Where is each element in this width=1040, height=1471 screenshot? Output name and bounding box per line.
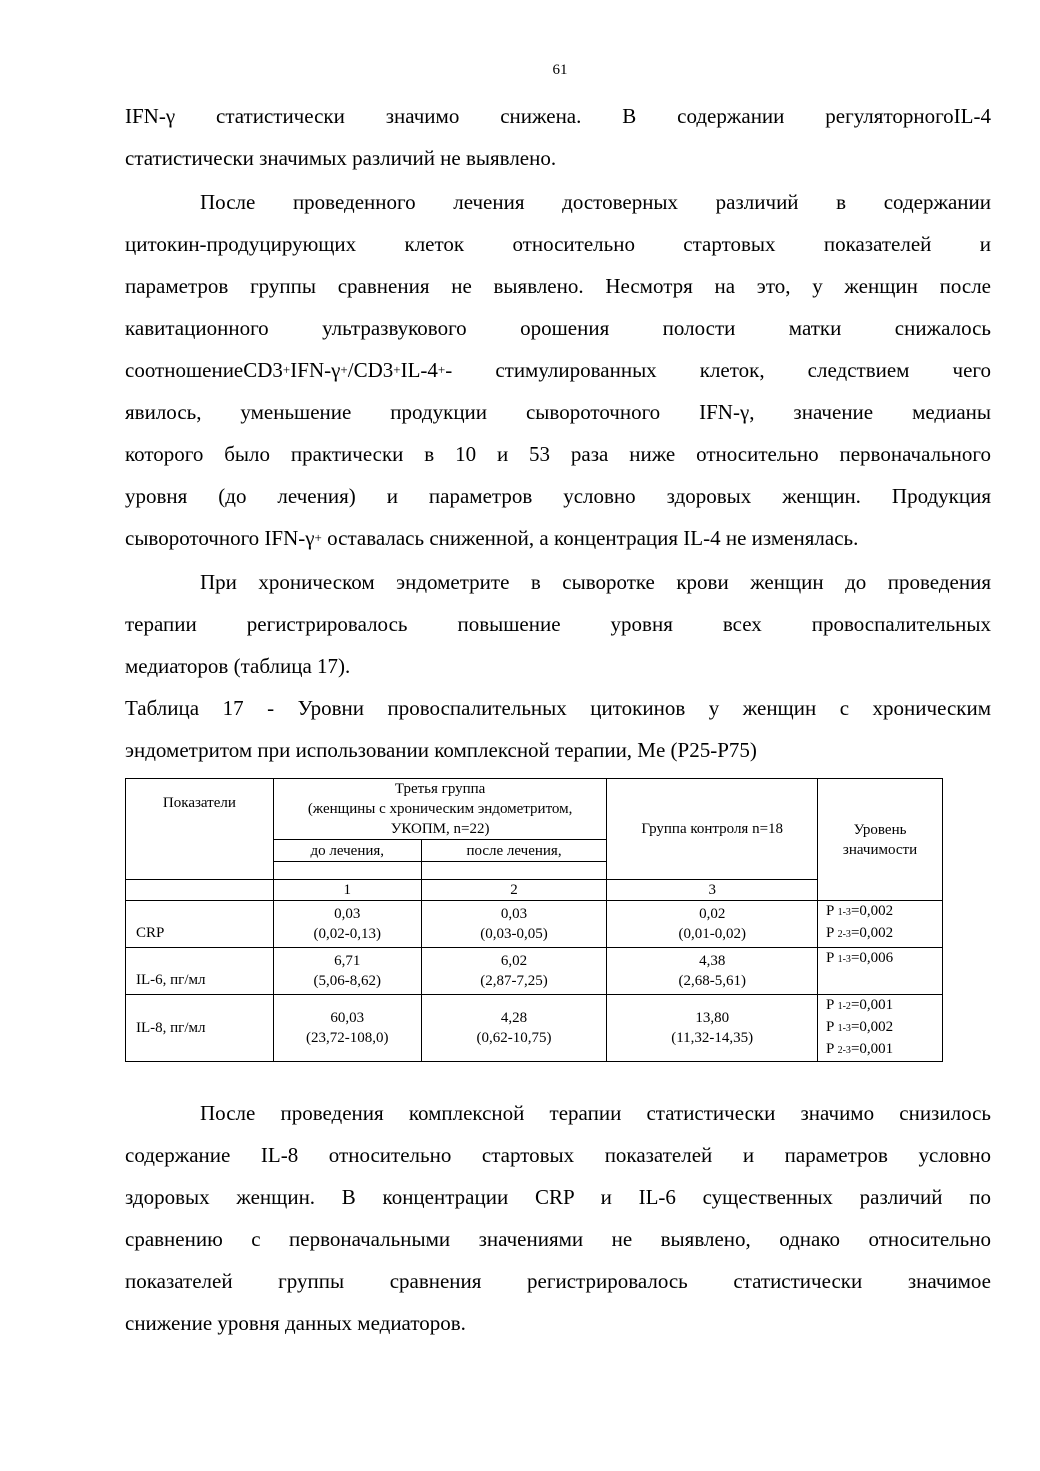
p-label: P xyxy=(826,1019,838,1035)
cytokine-table xyxy=(125,778,943,1062)
p-val: =0,002 xyxy=(850,1019,894,1035)
table-row xyxy=(126,901,943,948)
cell-control xyxy=(607,901,818,948)
header-group3 xyxy=(273,779,607,840)
row-name: IL-8, пг/мл xyxy=(126,995,274,1062)
p-value xyxy=(826,923,938,945)
superscript: + xyxy=(393,362,401,377)
cell-before xyxy=(273,948,421,995)
header-before: до лечения, xyxy=(273,840,421,862)
p-label: P xyxy=(826,997,838,1013)
cell-control xyxy=(607,995,818,1062)
p-label: P xyxy=(826,1041,838,1057)
p-subscript: 1-3 xyxy=(837,1023,851,1034)
p-subscript: 2-3 xyxy=(837,929,851,940)
text-fragment: соотношениеCD3 xyxy=(125,358,283,382)
cell-after xyxy=(421,948,607,995)
superscript: + xyxy=(340,362,348,377)
text-line: снижение уровня данных медиаторов. xyxy=(125,1311,466,1335)
cell-range: (23,72-108,0) xyxy=(306,1030,389,1046)
text-line: При хроническом эндометрите в сыворотке крови женщин до проведения xyxy=(200,570,991,594)
cell-after xyxy=(421,901,607,948)
cell-range: (2,87-7,25) xyxy=(480,973,548,989)
text-fragment: - стимулированных клеток, следствием чего xyxy=(445,358,991,382)
p-label: P xyxy=(826,950,838,966)
text-line: статистически значимых различий не выявлено. xyxy=(125,146,557,170)
text-line: Таблица 17 - Уровни провоспалительных цитокинов у женщин с хроническим xyxy=(125,696,991,720)
superscript: + xyxy=(282,362,291,377)
cell-range: (0,01-0,02) xyxy=(678,926,746,942)
cell-control xyxy=(607,948,818,995)
p-value xyxy=(826,1039,938,1061)
p-val: =0,006 xyxy=(850,950,894,966)
text-line: цитокин-продуцирующих клеток относительно стартовых показателей и xyxy=(125,232,991,256)
paragraph-3 xyxy=(125,561,991,687)
page-number: 61 xyxy=(552,62,568,78)
superscript: + xyxy=(314,530,322,545)
p-value xyxy=(826,995,938,1017)
cell-median: 4,38 xyxy=(699,953,726,969)
header-blank xyxy=(273,862,421,880)
p-label: P xyxy=(826,903,838,919)
paragraph-2 xyxy=(125,181,991,559)
p-label: P xyxy=(826,925,838,941)
p-subscript: 1-3 xyxy=(837,954,851,965)
cell-range: (2,68-5,61) xyxy=(678,973,746,989)
header-level xyxy=(818,779,943,901)
column-number: 3 xyxy=(607,880,818,901)
text-line: явилось, уменьшение продукции сывороточного IFN-γ, значение медианы xyxy=(125,400,991,424)
cell-median: 60,03 xyxy=(330,1010,365,1026)
text-fragment: оставалась сниженной, а концентрация IL-4 не изменялась. xyxy=(321,526,859,550)
cell-range: (5,06-8,62) xyxy=(313,973,381,989)
header-indicators: Показатели xyxy=(126,779,274,880)
cell-median: 0,03 xyxy=(334,906,361,922)
cell-significance xyxy=(818,948,943,995)
p-val: =0,002 xyxy=(850,903,894,919)
superscript: + xyxy=(437,362,446,377)
p-val: =0,001 xyxy=(850,997,894,1013)
p-subscript: 2-3 xyxy=(837,1045,851,1056)
column-number: 2 xyxy=(421,880,607,901)
text-line: содержание IL-8 относительно стартовых показателей и параметров условно xyxy=(125,1143,991,1167)
p-value xyxy=(826,1017,938,1039)
text-fragment: сывороточного IFN-γ xyxy=(125,526,315,550)
text-fragment: IFN-γ xyxy=(290,358,341,382)
text-line: IFN-γ статистически значимо снижена. В содержании регуляторногоIL-4 xyxy=(125,104,991,128)
p-val: =0,002 xyxy=(850,925,894,941)
paragraph-4 xyxy=(125,1092,991,1344)
cell-median: 6,71 xyxy=(334,953,361,969)
p-value xyxy=(826,948,938,970)
cell-median: 6,02 xyxy=(500,953,528,969)
text-line: показателей группы сравнения регистрировалось статистически значимое xyxy=(125,1269,991,1293)
cell-after xyxy=(421,995,607,1062)
text-line: кавитационного ультразвукового орошения полости матки снижалось xyxy=(125,316,991,340)
text-line: которого было практически в 10 и 53 раза ниже относительно первоначального xyxy=(125,442,991,466)
header-blank xyxy=(126,880,274,901)
header-group3-line: (женщины с хроническим эндометритом, xyxy=(307,801,573,817)
row-name: IL-6, пг/мл xyxy=(126,948,274,995)
text-fragment: IL-4 xyxy=(400,358,438,382)
paragraph-1 xyxy=(125,95,991,179)
cell-range: (0,03-0,05) xyxy=(480,926,548,942)
text-line: медиаторов (таблица 17). xyxy=(125,654,351,678)
table-row xyxy=(126,948,943,995)
text-line: После проведенного лечения достоверных различий в содержании xyxy=(200,190,991,214)
header-level-line: значимости xyxy=(842,841,918,858)
text-line: терапии регистрировалось повышение уровня всех провоспалительных xyxy=(125,612,991,636)
cell-significance xyxy=(818,901,943,948)
header-level-line: Уровень xyxy=(853,821,907,838)
header-control: Группа контроля n=18 xyxy=(607,779,818,880)
cell-range: (0,62-10,75) xyxy=(476,1030,552,1046)
row-name: CRP xyxy=(126,901,274,948)
cell-before xyxy=(273,901,421,948)
header-after: после лечения, xyxy=(421,840,607,862)
cell-before xyxy=(273,995,421,1062)
text-line: здоровых женщин. В концентрации CRP и IL-6 существенных различий по xyxy=(125,1185,991,1209)
text-line: параметров группы сравнения не выявлено. Несмотря на это, у женщин после xyxy=(125,274,991,298)
header-group3-line: УКОПМ, n=22) xyxy=(390,821,490,837)
p-val: =0,001 xyxy=(850,1041,894,1057)
text-line: сравнению с первоначальными значениями не выявлено, однако относительно xyxy=(125,1227,991,1251)
cell-significance xyxy=(818,995,943,1062)
p-subscript: 1-2 xyxy=(837,1001,851,1012)
p-value xyxy=(826,901,938,923)
cell-median: 13,80 xyxy=(695,1010,730,1026)
header-group3-line: Третья группа xyxy=(394,781,486,797)
table-caption xyxy=(125,687,991,771)
header-blank xyxy=(421,862,607,880)
p-subscript: 1-3 xyxy=(837,907,851,918)
cell-median: 0,02 xyxy=(699,906,726,922)
text-line xyxy=(125,349,991,391)
cell-median: 0,03 xyxy=(500,906,528,922)
text-line xyxy=(125,517,991,559)
cell-median: 4,28 xyxy=(500,1010,528,1026)
table-row xyxy=(126,995,943,1062)
text-fragment: /CD3 xyxy=(347,358,394,382)
column-number: 1 xyxy=(273,880,421,901)
text-line: уровня (до лечения) и параметров условно здоровых женщин. Продукция xyxy=(125,484,991,508)
text-line: После проведения комплексной терапии статистически значимо снизилось xyxy=(200,1101,991,1125)
cell-range: (11,32-14,35) xyxy=(671,1030,754,1046)
text-line: эндометритом при использовании комплексной терапии, Me (P25-P75) xyxy=(125,738,757,762)
cell-range: (0,02-0,13) xyxy=(313,926,381,942)
